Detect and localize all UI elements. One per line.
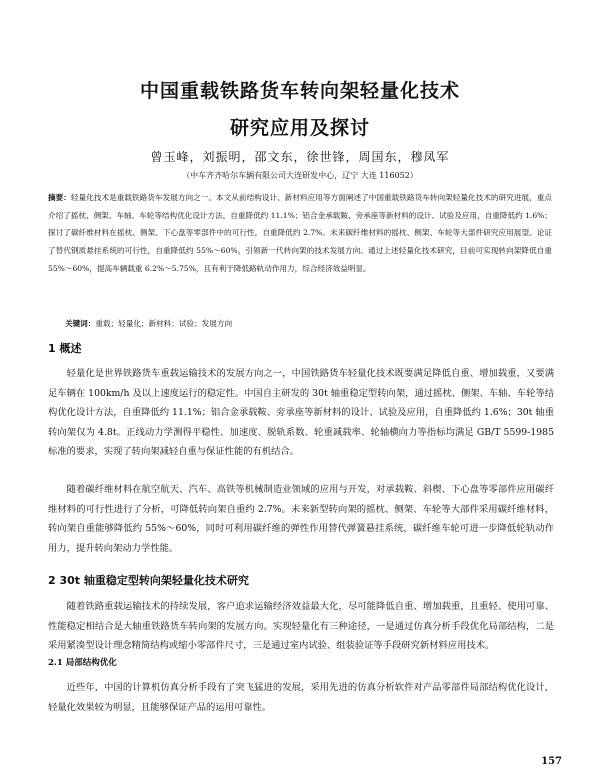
subsection-2-1-paragraph: 近些年，中国的计算机仿真分析手段有了突飞猛进的发展，采用先进的仿真分析软件对产品零部件局部结构优化设计，轻量化效果较为明显，且能够保证产品的运用可靠性。 <box>48 682 554 713</box>
abstract-text: 轻量化技术是重载铁路货车发展方向之一。本文从前结构设计、新材料应用等方面阐述了中国重载铁路货车转向架轻量化技术的研究进展，重点介绍了摇枕、侧架、车轴、车轮等结构优化设计方法，自重降低约 11.1%；铝合金承载鞍、旁承座等新材料的设计、试验及应用，自重降低约 1.6%；探讨了碳纤维材料在摇枕、侧架、下心盘等零部件中的可行性，自重降低约 2.7%。未来碳纤维材料的摇枕、侧架、车轮等大部件研究应用展望。论证了替代钢质悬挂系统的可行性，自重降低约 55%～60%，引领新一代转向架的技术发展方向。通过上述轻量化技术研究，目前可实现转向架降低自重 55%～60%，提高车辆载重 6.2%～5.75%，且有利于降低路轨动作用力，综合经济效益明显。 <box>48 193 553 273</box>
affiliation: （中车齐齐哈尔车辆有限公司大连研发中心，辽宁 大连 116052） <box>182 171 418 180</box>
authors: 曾玉峰，刘振明，邵文东，徐世锋，周国东，穆凤军 <box>150 150 450 164</box>
title-line-1: 中国重载铁路货车转向架轻量化技术 <box>139 80 460 102</box>
section-1-paragraph-1: 轻量化是世界铁路货车重载运输技术的发展方向之一，中国铁路货车轻量化技术既要满足降低自重、增加载重，又要满足车辆在 100km/h 及以上速度运行的稳定性。中国自主研发的 30t 轴重稳定型转向架，通过摇枕、侧架、车轴、车轮等结构优化设计方法，自重降低约 11.1%；铝合金承载鞍、旁承座等新材料的设计、试验及应用，自重降低约 1.6%；30t 轴重转向架仅为 4.8t。正线动力学测得平稳性、加速度、脱轨系数、轮重减载率、轮轴横向力等指标均满足 GB/T 5599-1985 标准的要求，实现了转向架减轻自重与保证性能的有机结合。 <box>48 368 554 458</box>
section-1-paragraph-2: 随着碳纤维材料在航空航天、汽车、高铁等机械制造业领域的应用与开发，对承载鞍、斜楔、下心盘等零部件应用碳纤维材料的可行性进行了分析，可降低转向架自重约 2.7%。未来新型转向架的摇枕、侧架、车轮等大部件采用碳纤维材料，转向架自重能够降低约 55%～60%，同时可利用碳纤维的弹性作用替代弹簧悬挂系统，碳纤维车轮可进一步降低轮轨动作用力，提升转向架动力学性能。 <box>48 484 554 554</box>
section-2-paragraph-1: 随着铁路重载运输技术的持续发展，客户追求运输经济效益最大化，尽可能降低自重、增加载重，且重轻、使用可靠、性能稳定相结合是大轴重铁路货车转向架的发展方向。实现轻量化有三种途径，一是通过仿真分析手段优化局部结构，二是采用紧凑型设计理念精简结构或缩小零部件尺寸，三是通过室内试验、组装验证等手段研究新材料应用技术。 <box>48 601 554 652</box>
keywords <box>65 317 545 331</box>
section-2-heading: 2 30t 轴重稳定型转向架轻量化技术研究 <box>48 574 249 587</box>
keywords-label: 关键词： <box>65 319 96 328</box>
title-line-2: 研究应用及探讨 <box>229 117 370 139</box>
abstract <box>48 189 552 278</box>
subsection-2-1-heading: 2.1 局部结构优化 <box>48 658 117 668</box>
abstract-label: 摘要： <box>48 193 71 202</box>
page-number: 157 <box>541 756 562 767</box>
section-1-heading: 1 概述 <box>48 342 82 355</box>
keywords-text: 重载；轻量化；新材料；试验；发展方向 <box>95 319 233 328</box>
